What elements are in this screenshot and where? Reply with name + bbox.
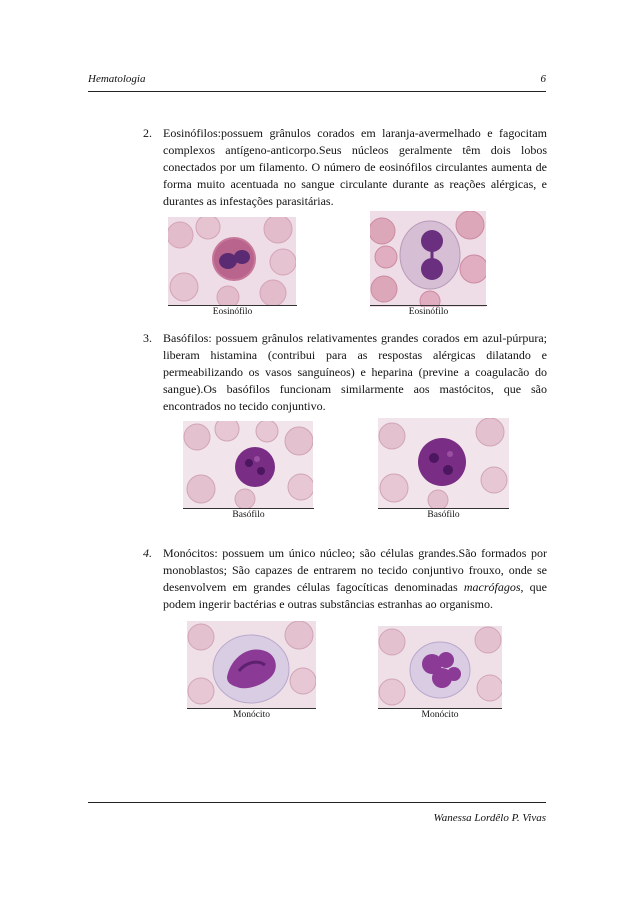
footer-author: Wanessa Lordêlo P. Vivas xyxy=(433,812,546,824)
section-monocytes xyxy=(143,545,547,613)
photo-caption: Eosinófilo xyxy=(212,307,253,317)
photo-caption: Monócito xyxy=(233,710,270,720)
footer-rule xyxy=(88,802,546,803)
monocyte-photo-1 xyxy=(187,621,316,708)
photo-caption: Monócito xyxy=(421,710,459,720)
section-basophils xyxy=(143,330,547,415)
caption-rule xyxy=(378,508,509,509)
section-text-italic: macrófagos xyxy=(463,580,521,594)
page-number: 6 xyxy=(540,73,546,85)
basophil-photo-1 xyxy=(183,421,313,508)
section-text: Eosinófilos:possuem grânulos corados em laranja-avermelhado e fagocitam complexos antígeno-anticorpo.Seus núcleos geralmente têm dois lobos conectados por um filamento. O número de eosinófilos circulantes aumenta de forma muito acentuada no sangue circulante durante as reações alérgicas, e durantes as infestações parasitárias. xyxy=(163,126,547,208)
section-text-part: Monócitos: possuem um único núcleo; são células grandes.São formados por monoblastos; São capazes de entrarem no tecido conjuntivo frouxo, onde se desenvolvem em grandes células fagocíticas denominadas xyxy=(163,546,547,594)
basophil-photo-2 xyxy=(378,418,509,508)
page-header xyxy=(88,73,546,92)
caption-rule xyxy=(378,708,502,709)
photo-caption: Basófilo xyxy=(232,510,265,520)
caption-rule xyxy=(187,708,316,709)
monocyte-photo-2 xyxy=(378,626,502,708)
section-eosinophils xyxy=(143,125,547,210)
eosinophil-photo-1 xyxy=(168,217,296,305)
photo-caption: Eosinófilo xyxy=(408,307,449,317)
eosinophil-photo-2 xyxy=(370,211,486,307)
caption-rule xyxy=(168,305,297,306)
section-number: 2. xyxy=(143,126,152,140)
header-title: Hematologia xyxy=(88,73,146,85)
caption-rule xyxy=(183,508,314,509)
caption-rule xyxy=(370,305,487,306)
photo-caption: Basófilo xyxy=(427,510,460,520)
section-text-part: , que podem ingerir bactérias e outras substâncias estranhas ao organismo. xyxy=(163,580,547,611)
section-text xyxy=(163,545,547,613)
section-number: 4. xyxy=(143,546,152,560)
section-text: Basófilos: possuem grânulos relativamentes grandes corados em azul-púrpura; liberam histamina (contribui para as respostas alérgicas dilatando e permeabilizando os vasos sanguíneos) e heparina (previne a coagulacão do sangue).Os basófilos funcionam similarmente aos mastócitos, que são encontrados no tecido conjuntivo. xyxy=(163,331,547,413)
section-number: 3. xyxy=(143,331,152,345)
